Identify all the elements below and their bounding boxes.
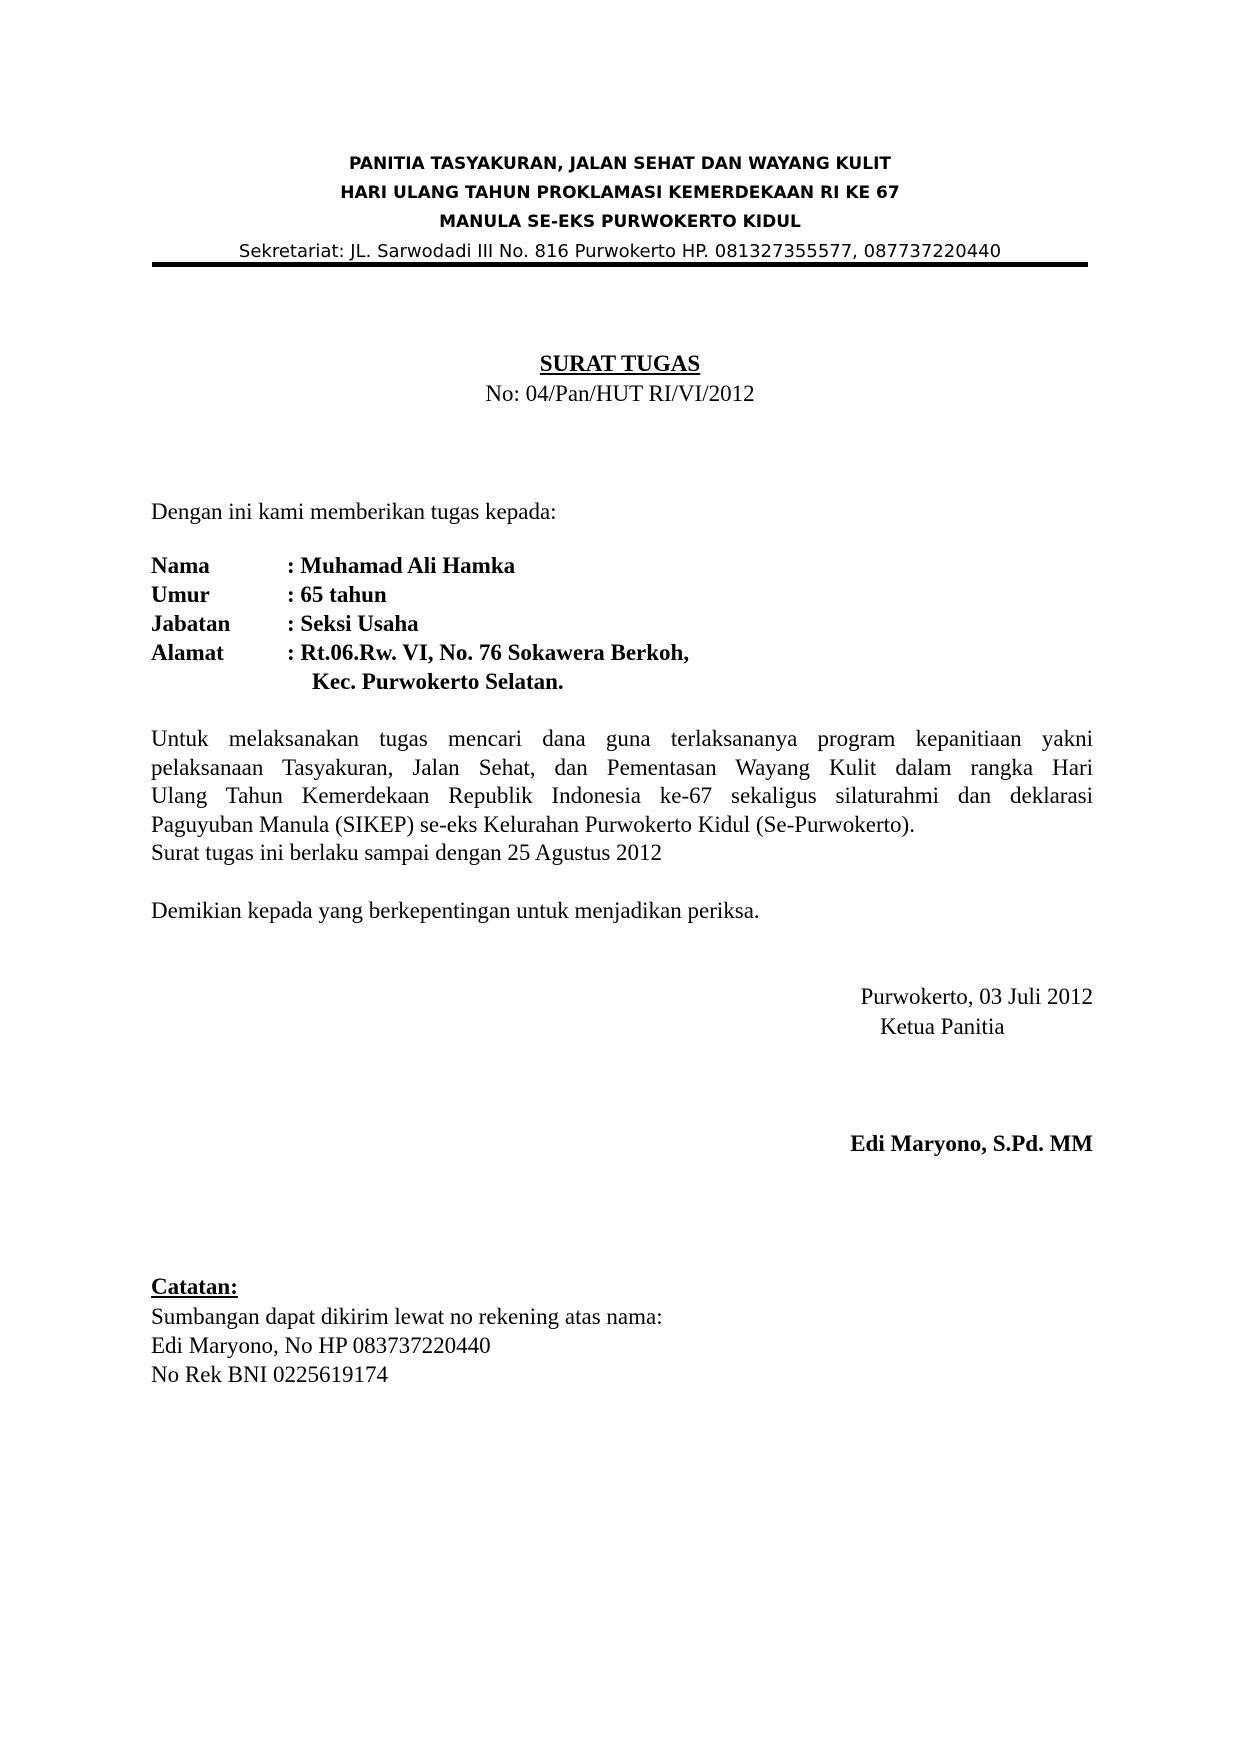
identity-row-age (151, 580, 689, 609)
letterhead-secretariat: Sekretariat: JL. Sarwodadi III No. 816 Purwokerto HP. 081327355577, 087737220440 (238, 241, 1002, 262)
letter-heading (0, 349, 1240, 409)
age-label: Umur (151, 582, 210, 607)
address-value-line-2: Kec. Purwokerto Selatan. (312, 669, 564, 694)
identity-row-name (151, 551, 689, 580)
note-block (151, 1302, 663, 1389)
letter-number: No: 04/Pan/HUT RI/VI/2012 (485, 381, 755, 406)
letterhead-line-1: PANITIA TASYAKURAN, JALAN SEHAT DAN WAYANG KULIT (348, 154, 891, 174)
identity-row-address-continued (151, 667, 689, 696)
age-value: : 65 tahun (287, 582, 387, 607)
paragraph-line: Paguyuban Manula (SIKEP) se-eks Kelurahan Purwokerto Kidul (Se-Purwokerto). (151, 811, 915, 837)
name-label: Nama (151, 553, 210, 578)
closing-text: Demikian kepada yang berkepentingan untuk menjadikan periksa. (151, 898, 760, 923)
note-title: Catatan: (151, 1274, 238, 1299)
paragraph-line: pelaksanaan Tasyakuran, Jalan Sehat, dan Pementasan Wayang Kulit dalam rangka Hari (151, 754, 1093, 780)
letterhead-divider (152, 262, 1088, 267)
paragraph-line: Ulang Tahun Kemerdekaan Republik Indonesia ke-67 sekaligus silaturahmi dan deklarasi (151, 783, 1093, 808)
name-value: : Muhamad Ali Hamka (287, 553, 516, 578)
identity-row-address (151, 638, 689, 667)
signer-position: Ketua Panitia (880, 1014, 1005, 1039)
letter-title: SURAT TUGAS (539, 351, 701, 376)
address-label: Alamat (151, 640, 224, 665)
place-date: Purwokerto, 03 Juli 2012 (860, 984, 1093, 1009)
paragraph-line: Untuk melaksanakan tugas mencari dana guna terlaksananya program kepanitiaan yakni (151, 726, 1093, 751)
letterhead (150, 150, 1090, 266)
position-value: : Seksi Usaha (287, 611, 419, 636)
letterhead-line-2: HARI ULANG TAHUN PROKLAMASI KEMERDEKAAN RI KE 67 (340, 183, 900, 203)
address-value-line-1: : Rt.06.Rw. VI, No. 76 Sokawera Berkoh, (287, 640, 690, 665)
validity-text: Surat tugas ini berlaku sampai dengan 25 Agustus 2012 (151, 840, 663, 865)
letterhead-line-3: MANULA SE-EKS PURWOKERTO KIDUL (439, 212, 801, 232)
assignment-paragraph (151, 725, 1093, 839)
identity-block (151, 551, 689, 696)
note-line: No Rek BNI 0225619174 (151, 1362, 389, 1387)
note-line: Sumbangan dapat dikirim lewat no rekening atas nama: (151, 1304, 663, 1329)
note-line: Edi Maryono, No HP 083737220440 (151, 1333, 491, 1358)
identity-row-position (151, 609, 689, 638)
intro-text: Dengan ini kami memberikan tugas kepada: (151, 499, 557, 524)
signer-name: Edi Maryono, S.Pd. MM (850, 1131, 1093, 1156)
position-label: Jabatan (151, 611, 231, 636)
